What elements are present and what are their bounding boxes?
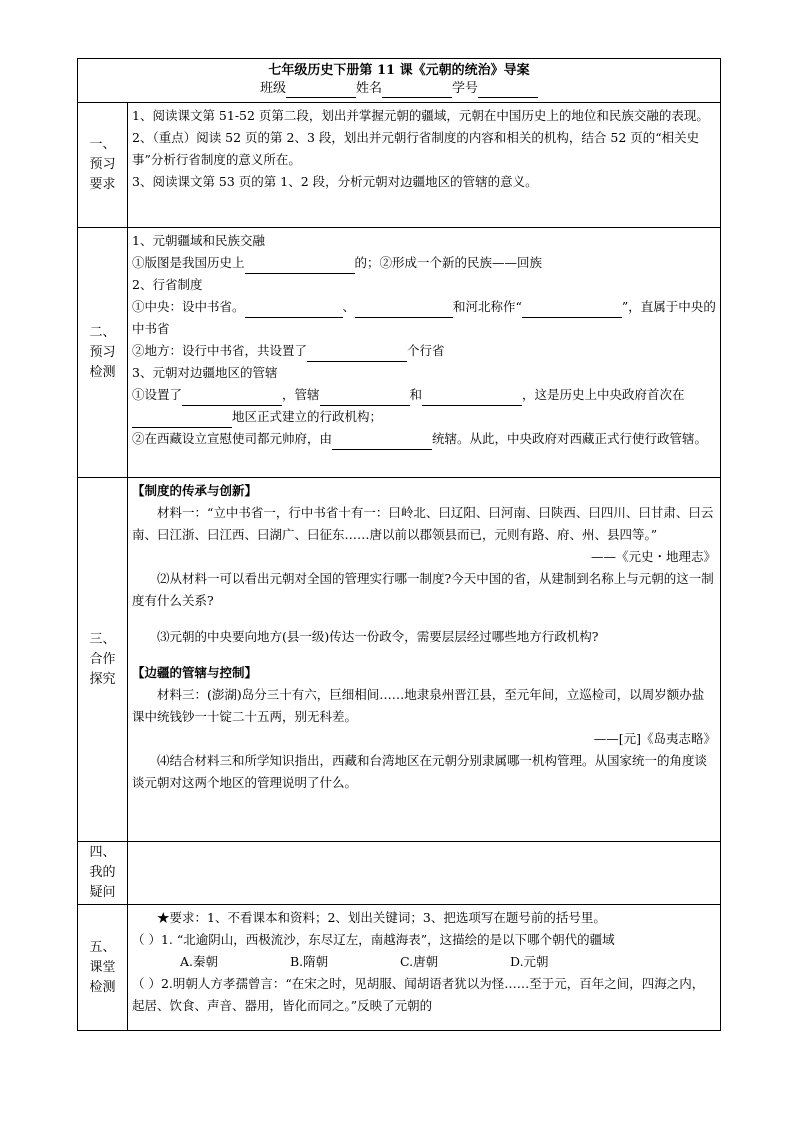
section-label-line: 预习 [89, 157, 116, 172]
answer-options [132, 951, 716, 973]
cooperative-exploration [128, 478, 721, 842]
section-label-questions [78, 842, 128, 905]
check-line [132, 428, 716, 450]
test-question-2: （ ）2.明朝人方孝孺曾言：“在宋之时，见胡服、闻胡语者犹以为怪……至于元，百年之间，四海之内，起居、饮食、声音、器用，皆化而同之。”反映了元朝的 [132, 976, 705, 1013]
fill-blank[interactable] [245, 259, 355, 274]
fill-blank[interactable] [182, 391, 282, 406]
section-label-line: 三、 [89, 631, 116, 647]
section-label-line: 二、 [89, 324, 116, 340]
check-heading: 2、行省制度 [132, 277, 203, 292]
preview-requirements [128, 103, 721, 228]
option-d[interactable]: D.元朝 [510, 954, 549, 969]
page-title: 七年级历史下册第 11 课《元朝的统治》导案 [268, 63, 530, 78]
text: 和 [409, 387, 423, 402]
name-blank[interactable] [382, 83, 452, 98]
fill-blank[interactable] [132, 413, 232, 428]
class-blank[interactable] [286, 83, 356, 98]
section-label-line: 五、 [89, 939, 116, 955]
check-line [132, 384, 716, 428]
requirement-item: 1、阅读课文第 51-52 页第二段，划出并掌握元朝的疆域，元朝在中国历史上的地位和民族交融的表现。 [132, 108, 709, 123]
text: 的；②形成一个新的民族——回族 [354, 255, 543, 270]
name-label: 姓名 [356, 81, 383, 96]
material-one-source: ——《元史・地理志》 [591, 549, 717, 564]
section-label-line: 我的 [89, 865, 116, 880]
fill-blank[interactable] [355, 303, 453, 318]
section-label-line: 预习 [89, 344, 116, 360]
text: 个行省 [407, 343, 445, 358]
check-line [132, 296, 716, 340]
section-label-line: 四、 [89, 845, 116, 860]
material-one: 材料一：“立中书省一，行中书省十有一：曰岭北、曰辽阳、曰河南、曰陕西、曰四川、曰甘肃、曰云南、曰江浙、曰江西、曰湖广、曰征东……唐以前以郡领县而已，元则有路、府、州、县四等。” [132, 505, 714, 542]
check-line [132, 340, 716, 362]
class-label: 班级 [259, 81, 286, 96]
option-b[interactable]: B.隋朝 [290, 954, 329, 969]
explore-heading: 【制度的传承与创新】 [132, 483, 258, 498]
test-requirement: ★要求：1、不看课本和资料；2、划出关键词；3、把选项写在题号前的括号里。 [157, 910, 606, 925]
section-label-preview [78, 103, 128, 228]
option-a[interactable]: A.秦朝 [180, 954, 219, 969]
id-blank[interactable] [478, 83, 538, 98]
text: 地区正式建立的行政机构； [232, 409, 383, 424]
section-label-test [78, 905, 128, 1031]
section-label-explore [78, 478, 128, 842]
material-three-source: ——[元]《岛夷志略》 [593, 731, 717, 746]
section-label-line: 疑问 [89, 885, 116, 900]
text: 、 [342, 299, 356, 314]
test-question-1: （ ）1. “北逾阴山，西极流沙，东尽辽左，南越海表”，这描绘的是以下哪个朝代的疆域 [132, 932, 615, 947]
section-label-line: 合作 [89, 651, 116, 667]
fill-blank[interactable] [332, 435, 432, 450]
worksheet-table [77, 58, 721, 1031]
preview-check [128, 228, 721, 478]
text: ，管辖 [282, 387, 320, 402]
section-label-line: 检测 [89, 979, 116, 995]
explore-heading: 【边疆的管辖与控制】 [132, 665, 258, 680]
text: 统辖。从此，中央政府对西藏正式行使行政管辖。 [432, 431, 708, 446]
fill-blank[interactable] [522, 303, 622, 318]
question-2: ⑵从材料一可以看出元朝对全国的管理实行哪一制度?今天中国的省，从建制到名称上与元朝的这一制度有什么关系? [132, 571, 714, 608]
classroom-test [128, 905, 721, 1031]
section-label-line: 探究 [89, 671, 116, 687]
requirement-item: 3、阅读课文第 53 页的第 1、2 段，分析元朝对边疆地区的管辖的意义。 [132, 174, 538, 189]
worksheet [77, 58, 720, 1031]
fill-blank[interactable] [307, 347, 407, 362]
text: 和河北称作“ [453, 299, 522, 314]
check-heading: 3、元朝对边疆地区的管辖 [132, 365, 278, 380]
text: ”，直属于中央的中书省 [132, 299, 716, 336]
my-questions-area[interactable] [128, 842, 721, 905]
id-label: 学号 [452, 81, 479, 96]
section-label-check [78, 228, 128, 478]
answer-space[interactable] [132, 648, 716, 662]
text: ，这是历史上中央政府首次在 [522, 387, 685, 402]
check-heading: 1、元朝疆域和民族交融 [132, 233, 265, 248]
header-cell [78, 59, 721, 103]
option-c[interactable]: C.唐朝 [400, 954, 439, 969]
text: ②在西藏设立宣慰使司都元帅府，由 [132, 431, 333, 446]
question-3: ⑶元朝的中央要向地方(县一级)传达一份政令，需要层层经过哪些地方行政机构? [157, 629, 599, 644]
text: ①版图是我国历史上 [132, 255, 245, 270]
material-three: 材料三：(澎湖)岛分三十有六，巨细相间……地隶泉州晋江县，至元年间，立巡检司，以周岁额办盐课中统钱钞一十锭二十五两，别无科差。 [132, 687, 705, 724]
section-label-line: 一、 [89, 137, 116, 152]
text: ①中央：设中书省。 [132, 299, 245, 314]
fill-blank[interactable] [422, 391, 522, 406]
check-line [132, 252, 716, 274]
text: ②地方：设行中书省，共设置了 [132, 343, 308, 358]
requirement-item: 2、（重点）阅读 52 页的第 2、3 段，划出并元朝行省制度的内容和相关的机构，结合 52 页的“相关史事”分析行省制度的意义所在。 [132, 130, 700, 167]
fill-blank[interactable] [245, 303, 343, 318]
section-label-line: 课堂 [89, 959, 116, 975]
text: ①设置了 [132, 387, 183, 402]
section-label-line: 检测 [89, 364, 116, 380]
answer-space[interactable] [132, 612, 716, 626]
student-info-line [78, 80, 720, 98]
section-label-line: 要求 [89, 177, 116, 192]
question-4: ⑷结合材料三和所学知识指出，西藏和台湾地区在元朝分别隶属哪一机构管理。从国家统一的角度谈谈元朝对这两个地区的管理说明了什么。 [132, 753, 708, 790]
fill-blank[interactable] [320, 391, 410, 406]
